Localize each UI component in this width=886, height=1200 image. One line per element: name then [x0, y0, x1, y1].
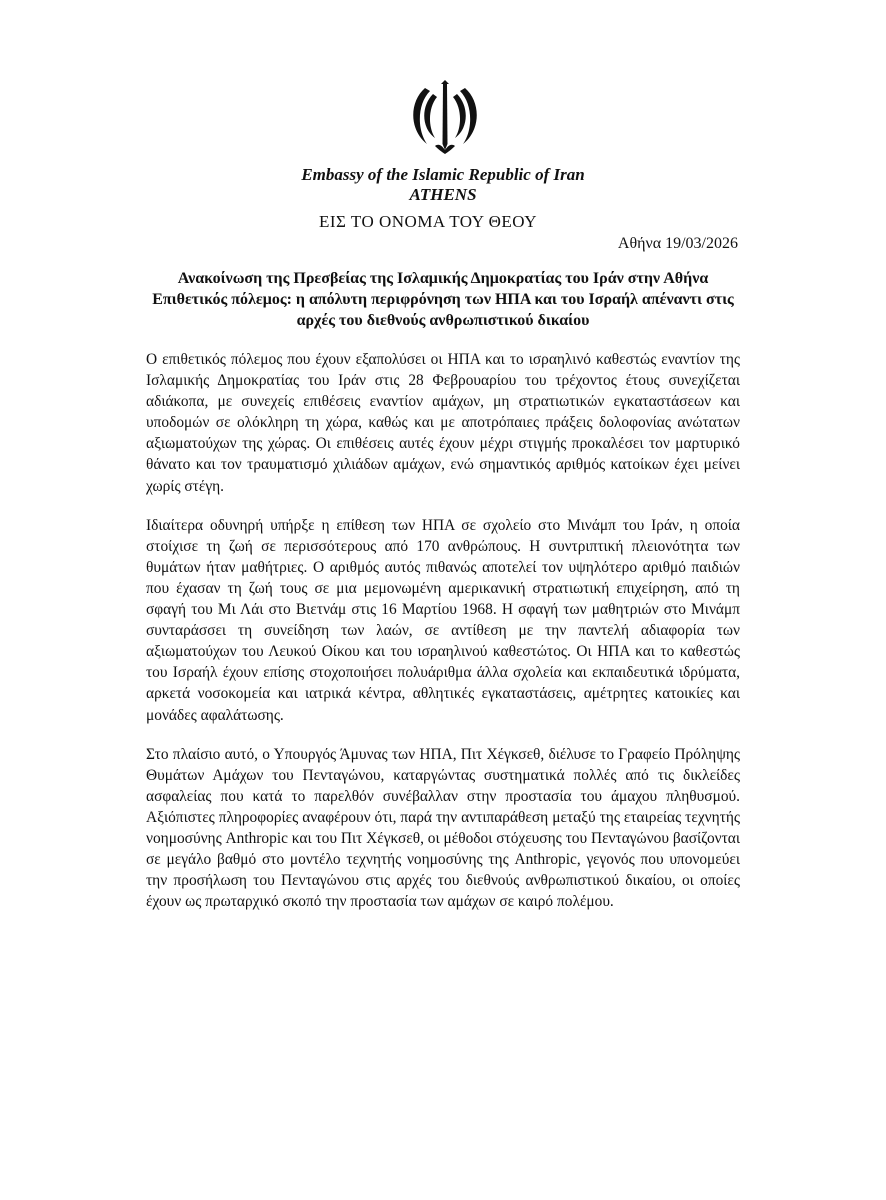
body-paragraph: Ιδιαίτερα οδυνηρή υπήρξε η επίθεση των ΗΠΑ σε σχολείο στο Μινάμπ του Ιράν, η οποία στοίχισε τη ζωή σε περισσότερους από 170 ανθρώπους. Η συντριπτική πλειονότητα των θυμάτων ήταν μαθήτριες. Ο αριθμός αυτός πιθανώς αποτελεί τον υψηλότερο αριθμό παιδιών που έχασαν τη ζωή τους σε μια μεμονωμένη αμερικανική στρατιωτική επιχείρηση, από τη σφαγή του Μι Λάι στο Βιετνάμ στις 16 Μαρτίου 1968. Η σφαγή των μαθητριών στο Μινάμπ συνταράσσει τη συνείδηση των λαών, σε αντίθεση με την παντελή αδιαφορία των αξιωματούχων του Λευκού Οίκου και του ισραηλινού καθεστώτος. Οι ΗΠΑ και το καθεστώς του Ισραήλ έχουν επίσης στοχοποιήσει πολυάριθμα άλλα σχολεία και εκπαιδευτικά ιδρύματα, αρκετά νοσοκομεία και ιατρικά κέντρα, αθλητικές εγκαταστάσεις, αμέτρητες κατοικίες και μονάδες αφαλάτωσης.: [146, 516, 740, 724]
embassy-name: Embassy of the Islamic Republic of Iran: [301, 165, 585, 184]
embassy-city: ATHENS: [409, 185, 477, 204]
headline-line-2: Επιθετικός πόλεμος: η απόλυτη περιφρόνηση των ΗΠΑ και του Ισραήλ απέναντι στις αρχές του διεθνούς ανθρωπιστικού δικαίου: [152, 291, 734, 329]
announcement-headline: [146, 268, 740, 331]
body-paragraph: Ο επιθετικός πόλεμος που έχουν εξαπολύσει οι ΗΠΑ και το ισραηλινό καθεστώς εναντίον της Ισλαμικής Δημοκρατίας του Ιράν στις 28 Φεβρουαρίου του τρέχοντος έτους συνεχίζεται αδιάκοπα, με συνεχείς επιθέσεις εναντίον αμάχων, μη στρατιωτικών εγκαταστάσεων και υποδομών σε ολόκληρη τη χώρα, καθώς και με αποτρόπαιες πράξεις δολοφονίας ανώτατων αξιωματούχων της χώρας. Οι επιθέσεις αυτές έχουν μέχρι στιγμής προκαλέσει τον μαρτυρικό θάνατο και τον τραυματισμό χιλιάδων αμάχων, ενώ σημαντικός αριθμός κατοίκων έχει μείνει χωρίς στέγη.: [146, 351, 740, 495]
letter-body: [146, 349, 740, 930]
invocation-line: ΕΙΣ ΤΟ ΟΝΟΜΑ ΤΟΥ ΘΕΟΥ: [319, 212, 537, 231]
iran-emblem-icon: [411, 80, 479, 156]
letter-date: Αθήνα 19/03/2026: [617, 235, 738, 252]
headline-line-1: Ανακοίνωση της Πρεσβείας της Ισλαμικής Δημοκρατίας του Ιράν στην Αθήνα: [177, 270, 709, 287]
body-paragraph: Στο πλαίσιο αυτό, ο Υπουργός Άμυνας των ΗΠΑ, Πιτ Χέγκσεθ, διέλυσε το Γραφείο Πρόληψης Θυμάτων Αμάχων του Πενταγώνου, καταργώντας συστηματικά πολλές από τις δικλείδες ασφαλείας που κατά το παρελθόν συνέβαλλαν στην προστασία του άμαχου πληθυσμού. Αξιόπιστες πληροφορίες αναφέρουν ότι, παρά την αντιπαράθεση μεταξύ της εταιρείας τεχνητής νοημοσύνης Anthropic και του Πιτ Χέγκσεθ, οι μέθοδοι στόχευσης του Πενταγώνου βασίζονται σε μεγάλο βαθμό στο μοντέλο τεχνητής νοημοσύνης της Anthropic, γεγονός που υπονομεύει την προσήλωση του Πενταγώνου στις αρχές του διεθνούς ανθρωπιστικού δικαίου, οι οποίες έχουν ως πρωταρχικό σκοπό την προστασία των αμάχων σε καιρό πολέμου.: [146, 745, 740, 911]
